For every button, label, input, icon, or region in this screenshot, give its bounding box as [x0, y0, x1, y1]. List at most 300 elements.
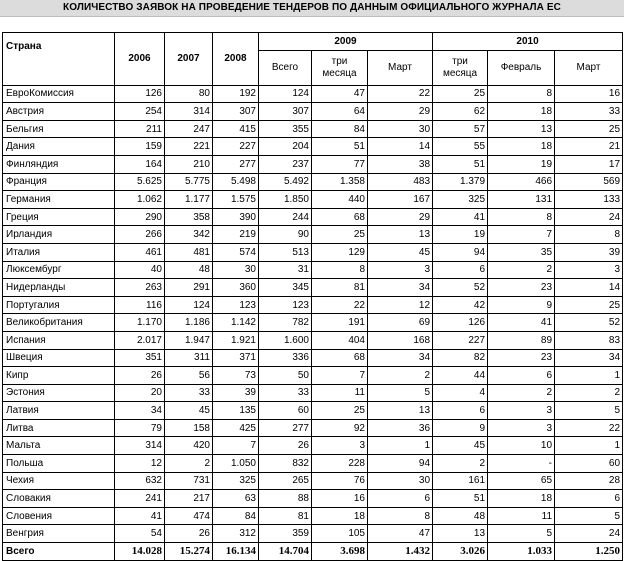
value-cell: 45	[433, 437, 488, 455]
value-cell: 29	[368, 208, 433, 226]
value-cell: 167	[368, 191, 433, 209]
value-cell: 1	[368, 437, 433, 455]
value-cell: 60	[259, 402, 312, 420]
header-2007: 2007	[165, 33, 213, 86]
table-row	[3, 85, 623, 103]
value-cell: 21	[555, 138, 623, 156]
header-2009-total: Всего	[259, 50, 312, 85]
table-row	[3, 296, 623, 314]
value-cell: 9	[433, 419, 488, 437]
country-cell: Ирландия	[3, 226, 115, 244]
value-cell: 129	[312, 243, 368, 261]
value-cell: 47	[312, 85, 368, 103]
value-cell: 228	[312, 455, 368, 473]
value-cell: 390	[213, 208, 259, 226]
value-cell: 3	[488, 402, 555, 420]
value-cell: 1	[555, 367, 623, 385]
value-cell: 158	[165, 419, 213, 437]
value-cell: 355	[259, 120, 312, 138]
value-cell: 307	[259, 103, 312, 121]
value-cell: 5	[488, 525, 555, 543]
value-cell: 47	[368, 525, 433, 543]
value-cell: 24	[555, 525, 623, 543]
value-cell: 12	[115, 455, 165, 473]
value-cell: 51	[312, 138, 368, 156]
table-row	[3, 173, 623, 191]
value-cell: 2.017	[115, 331, 165, 349]
value-cell: 1.379	[433, 173, 488, 191]
total-value: 1.033	[488, 543, 555, 561]
value-cell: 3	[368, 261, 433, 279]
value-cell: 124	[259, 85, 312, 103]
value-cell: 7	[213, 437, 259, 455]
value-cell: 83	[555, 331, 623, 349]
value-cell: 65	[488, 472, 555, 490]
value-cell: 1.921	[213, 331, 259, 349]
table-body	[3, 85, 623, 560]
header-2010: 2010	[433, 33, 623, 51]
header-2006: 2006	[115, 33, 165, 86]
table-row	[3, 437, 623, 455]
value-cell: 5.625	[115, 173, 165, 191]
value-cell: 30	[368, 472, 433, 490]
country-cell: Чехия	[3, 472, 115, 490]
header-2009-three-months: три месяца	[312, 50, 368, 85]
table-row	[3, 472, 623, 490]
value-cell: 82	[433, 349, 488, 367]
value-cell: 133	[555, 191, 623, 209]
value-cell: 161	[433, 472, 488, 490]
country-cell: Дания	[3, 138, 115, 156]
value-cell: 1.575	[213, 191, 259, 209]
header-2009: 2009	[259, 33, 433, 51]
value-cell: 3	[555, 261, 623, 279]
value-cell: 415	[213, 120, 259, 138]
value-cell: 574	[213, 243, 259, 261]
country-cell: Словакия	[3, 490, 115, 508]
total-value: 14.704	[259, 543, 312, 561]
value-cell: 359	[259, 525, 312, 543]
value-cell: 25	[312, 226, 368, 244]
value-cell: 254	[115, 103, 165, 121]
value-cell: 25	[555, 296, 623, 314]
value-cell: 1.358	[312, 173, 368, 191]
value-cell: 277	[259, 419, 312, 437]
value-cell: 25	[555, 120, 623, 138]
value-cell: 5.775	[165, 173, 213, 191]
value-cell: 164	[115, 155, 165, 173]
value-cell: 1.186	[165, 314, 213, 332]
table-row	[3, 191, 623, 209]
value-cell: 94	[433, 243, 488, 261]
value-cell: 19	[488, 155, 555, 173]
value-cell: 191	[312, 314, 368, 332]
total-value: 3.698	[312, 543, 368, 561]
value-cell: 832	[259, 455, 312, 473]
value-cell: 8	[368, 507, 433, 525]
country-cell: Словения	[3, 507, 115, 525]
table-row	[3, 226, 623, 244]
header-2008: 2008	[213, 33, 259, 86]
value-cell: 26	[259, 437, 312, 455]
value-cell: 18	[312, 507, 368, 525]
value-cell: 9	[488, 296, 555, 314]
value-cell: 782	[259, 314, 312, 332]
value-cell: 474	[165, 507, 213, 525]
value-cell: 60	[555, 455, 623, 473]
value-cell: 5.492	[259, 173, 312, 191]
value-cell: 34	[555, 349, 623, 367]
value-cell: 94	[368, 455, 433, 473]
value-cell: 48	[165, 261, 213, 279]
value-cell: 12	[368, 296, 433, 314]
value-cell: 11	[488, 507, 555, 525]
value-cell: 6	[433, 402, 488, 420]
value-cell: 126	[115, 85, 165, 103]
table-row	[3, 138, 623, 156]
value-cell: 1.062	[115, 191, 165, 209]
value-cell: 425	[213, 419, 259, 437]
value-cell: 336	[259, 349, 312, 367]
value-cell: 731	[165, 472, 213, 490]
value-cell: 1	[555, 437, 623, 455]
value-cell: 1.600	[259, 331, 312, 349]
value-cell: 2	[433, 455, 488, 473]
value-cell: 135	[213, 402, 259, 420]
value-cell: 266	[115, 226, 165, 244]
value-cell: 34	[115, 402, 165, 420]
total-value: 1.250	[555, 543, 623, 561]
table-row	[3, 314, 623, 332]
country-cell: Латвия	[3, 402, 115, 420]
total-value: 3.026	[433, 543, 488, 561]
value-cell: 45	[165, 402, 213, 420]
value-cell: 314	[165, 103, 213, 121]
value-cell: 20	[115, 384, 165, 402]
value-cell: 420	[165, 437, 213, 455]
value-cell: 18	[488, 490, 555, 508]
value-cell: 351	[115, 349, 165, 367]
value-cell: 13	[488, 120, 555, 138]
value-cell: 73	[213, 367, 259, 385]
value-cell: 33	[259, 384, 312, 402]
value-cell: 63	[213, 490, 259, 508]
table-row	[3, 525, 623, 543]
value-cell: 4	[433, 384, 488, 402]
value-cell: 227	[213, 138, 259, 156]
header-2010-three-months: три месяца	[433, 50, 488, 85]
value-cell: 312	[213, 525, 259, 543]
value-cell: 48	[433, 507, 488, 525]
value-cell: 1.170	[115, 314, 165, 332]
value-cell: 84	[312, 120, 368, 138]
country-cell: Финляндия	[3, 155, 115, 173]
value-cell: 123	[213, 296, 259, 314]
value-cell: 13	[368, 226, 433, 244]
value-cell: 40	[115, 261, 165, 279]
value-cell: 31	[259, 261, 312, 279]
value-cell: 54	[115, 525, 165, 543]
table-row	[3, 419, 623, 437]
header-2010-march: Март	[555, 50, 623, 85]
value-cell: 30	[213, 261, 259, 279]
value-cell: 79	[115, 419, 165, 437]
table-row	[3, 507, 623, 525]
value-cell: 481	[165, 243, 213, 261]
table-header	[3, 33, 623, 86]
value-cell: 2	[488, 384, 555, 402]
value-cell: 6	[488, 367, 555, 385]
country-cell: Нидерланды	[3, 279, 115, 297]
value-cell: 116	[115, 296, 165, 314]
header-2009-march: Март	[368, 50, 433, 85]
value-cell: 50	[259, 367, 312, 385]
value-cell: 23	[488, 279, 555, 297]
country-cell: Литва	[3, 419, 115, 437]
value-cell: 404	[312, 331, 368, 349]
value-cell: 18	[488, 138, 555, 156]
value-cell: 168	[368, 331, 433, 349]
value-cell: 80	[165, 85, 213, 103]
country-cell: Греция	[3, 208, 115, 226]
value-cell: 51	[433, 490, 488, 508]
value-cell: 89	[488, 331, 555, 349]
value-cell: 126	[433, 314, 488, 332]
value-cell: 307	[213, 103, 259, 121]
country-cell: Венгрия	[3, 525, 115, 543]
value-cell: 314	[115, 437, 165, 455]
value-cell: 13	[433, 525, 488, 543]
value-cell: 5.498	[213, 173, 259, 191]
value-cell: 13	[368, 402, 433, 420]
value-cell: 35	[488, 243, 555, 261]
value-cell: 22	[312, 296, 368, 314]
value-cell: 26	[115, 367, 165, 385]
value-cell: 34	[368, 279, 433, 297]
country-cell: Португалия	[3, 296, 115, 314]
value-cell: 8	[555, 226, 623, 244]
value-cell: 52	[555, 314, 623, 332]
value-cell: 569	[555, 173, 623, 191]
country-cell: Эстония	[3, 384, 115, 402]
value-cell: 105	[312, 525, 368, 543]
value-cell: 29	[368, 103, 433, 121]
value-cell: 90	[259, 226, 312, 244]
value-cell: 159	[115, 138, 165, 156]
value-cell: 81	[312, 279, 368, 297]
value-cell: 291	[165, 279, 213, 297]
value-cell: 311	[165, 349, 213, 367]
value-cell: 227	[433, 331, 488, 349]
table-row	[3, 367, 623, 385]
value-cell: 56	[165, 367, 213, 385]
value-cell: 124	[165, 296, 213, 314]
value-cell: 34	[368, 349, 433, 367]
value-cell: 192	[213, 85, 259, 103]
value-cell: 81	[259, 507, 312, 525]
value-cell: 1.050	[213, 455, 259, 473]
value-cell: 51	[433, 155, 488, 173]
value-cell: 33	[165, 384, 213, 402]
value-cell: 7	[312, 367, 368, 385]
value-cell: 22	[368, 85, 433, 103]
country-cell: ЕвроКомиссия	[3, 85, 115, 103]
value-cell: 64	[312, 103, 368, 121]
value-cell: 68	[312, 208, 368, 226]
country-cell: Франция	[3, 173, 115, 191]
value-cell: 30	[368, 120, 433, 138]
total-value: 15.274	[165, 543, 213, 561]
value-cell: 7	[488, 226, 555, 244]
value-cell: 237	[259, 155, 312, 173]
value-cell: 45	[368, 243, 433, 261]
table-row	[3, 120, 623, 138]
table-title: КОЛИЧЕСТВО ЗАЯВОК НА ПРОВЕДЕНИЕ ТЕНДЕРОВ ПО ДАННЫМ ОФИЦИАЛЬНОГО ЖУРНАЛА ЕС	[0, 0, 624, 17]
value-cell: 440	[312, 191, 368, 209]
value-cell: 1.142	[213, 314, 259, 332]
value-cell: 22	[555, 419, 623, 437]
total-value: 16.134	[213, 543, 259, 561]
value-cell: 244	[259, 208, 312, 226]
value-cell: 277	[213, 155, 259, 173]
country-cell: Мальта	[3, 437, 115, 455]
value-cell: 62	[433, 103, 488, 121]
value-cell: 92	[312, 419, 368, 437]
value-cell: 11	[312, 384, 368, 402]
value-cell: 88	[259, 490, 312, 508]
value-cell: 290	[115, 208, 165, 226]
country-cell: Австрия	[3, 103, 115, 121]
value-cell: 342	[165, 226, 213, 244]
table-row	[3, 261, 623, 279]
value-cell: 358	[165, 208, 213, 226]
value-cell: 24	[555, 208, 623, 226]
table-row	[3, 490, 623, 508]
value-cell: 57	[433, 120, 488, 138]
value-cell: 632	[115, 472, 165, 490]
value-cell: 41	[115, 507, 165, 525]
value-cell: 5	[555, 507, 623, 525]
value-cell: 14	[555, 279, 623, 297]
table-row	[3, 349, 623, 367]
value-cell: 247	[165, 120, 213, 138]
table-row	[3, 208, 623, 226]
value-cell: 131	[488, 191, 555, 209]
country-cell: Германия	[3, 191, 115, 209]
value-cell: 76	[312, 472, 368, 490]
value-cell: 18	[488, 103, 555, 121]
value-cell: 42	[433, 296, 488, 314]
value-cell: 204	[259, 138, 312, 156]
value-cell: 3	[488, 419, 555, 437]
value-cell: -	[488, 455, 555, 473]
country-cell: Италия	[3, 243, 115, 261]
total-value: 1.432	[368, 543, 433, 561]
value-cell: 10	[488, 437, 555, 455]
total-row	[3, 543, 623, 561]
country-cell: Испания	[3, 331, 115, 349]
value-cell: 461	[115, 243, 165, 261]
value-cell: 1.850	[259, 191, 312, 209]
value-cell: 33	[555, 103, 623, 121]
tenders-table	[2, 32, 623, 561]
value-cell: 2	[555, 384, 623, 402]
value-cell: 221	[165, 138, 213, 156]
value-cell: 466	[488, 173, 555, 191]
header-country: Страна	[3, 33, 115, 86]
value-cell: 1.947	[165, 331, 213, 349]
value-cell: 39	[555, 243, 623, 261]
value-cell: 2	[488, 261, 555, 279]
country-cell: Польша	[3, 455, 115, 473]
value-cell: 77	[312, 155, 368, 173]
value-cell: 483	[368, 173, 433, 191]
table-row	[3, 103, 623, 121]
table-row	[3, 384, 623, 402]
value-cell: 211	[115, 120, 165, 138]
value-cell: 6	[555, 490, 623, 508]
value-cell: 25	[433, 85, 488, 103]
table-row	[3, 243, 623, 261]
value-cell: 19	[433, 226, 488, 244]
value-cell: 38	[368, 155, 433, 173]
total-value: 14.028	[115, 543, 165, 561]
value-cell: 360	[213, 279, 259, 297]
table-row	[3, 331, 623, 349]
country-cell: Бельгия	[3, 120, 115, 138]
value-cell: 23	[488, 349, 555, 367]
value-cell: 2	[368, 367, 433, 385]
value-cell: 3	[312, 437, 368, 455]
value-cell: 84	[213, 507, 259, 525]
value-cell: 55	[433, 138, 488, 156]
value-cell: 345	[259, 279, 312, 297]
value-cell: 8	[488, 85, 555, 103]
table-row	[3, 455, 623, 473]
value-cell: 44	[433, 367, 488, 385]
value-cell: 5	[368, 384, 433, 402]
value-cell: 6	[368, 490, 433, 508]
value-cell: 263	[115, 279, 165, 297]
value-cell: 14	[368, 138, 433, 156]
header-2010-february: Февраль	[488, 50, 555, 85]
value-cell: 16	[312, 490, 368, 508]
value-cell: 123	[259, 296, 312, 314]
value-cell: 219	[213, 226, 259, 244]
table-row	[3, 402, 623, 420]
value-cell: 25	[312, 402, 368, 420]
table-row	[3, 279, 623, 297]
value-cell: 36	[368, 419, 433, 437]
value-cell: 41	[433, 208, 488, 226]
table-row	[3, 155, 623, 173]
country-cell: Кипр	[3, 367, 115, 385]
value-cell: 217	[165, 490, 213, 508]
value-cell: 210	[165, 155, 213, 173]
value-cell: 8	[312, 261, 368, 279]
value-cell: 241	[115, 490, 165, 508]
value-cell: 6	[433, 261, 488, 279]
value-cell: 513	[259, 243, 312, 261]
value-cell: 17	[555, 155, 623, 173]
country-cell: Швеция	[3, 349, 115, 367]
value-cell: 2	[165, 455, 213, 473]
value-cell: 8	[488, 208, 555, 226]
country-cell: Великобритания	[3, 314, 115, 332]
value-cell: 69	[368, 314, 433, 332]
value-cell: 325	[433, 191, 488, 209]
value-cell: 39	[213, 384, 259, 402]
